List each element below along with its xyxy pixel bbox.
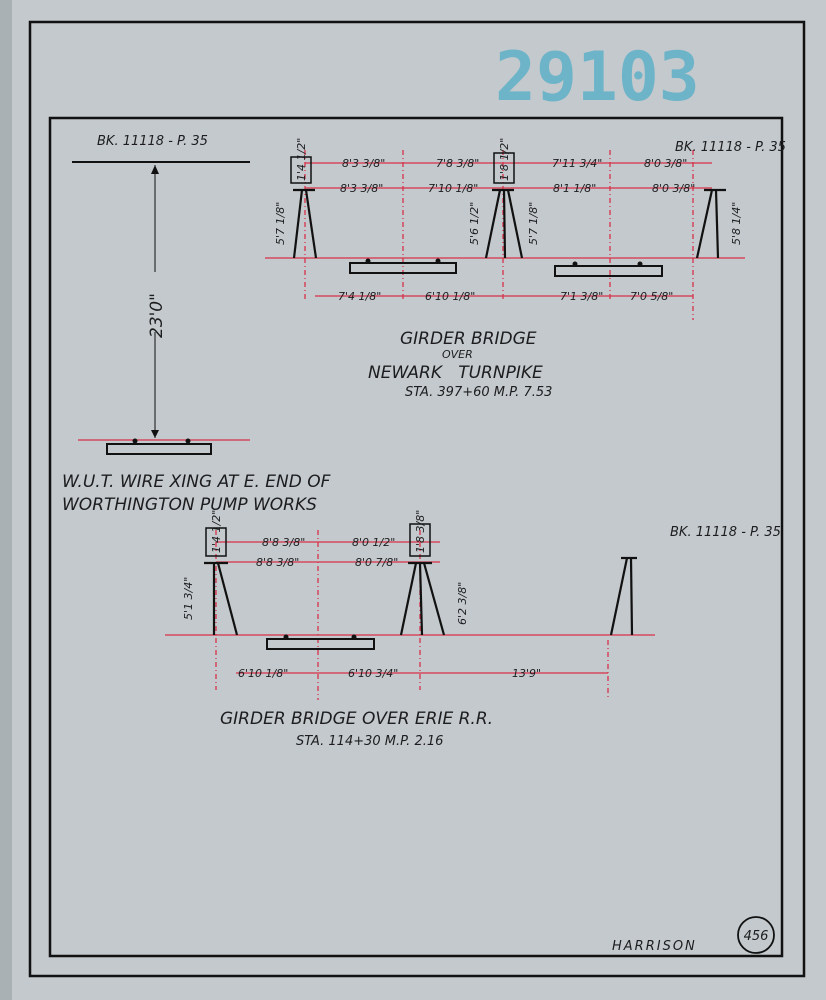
sheet-number: 456 — [743, 929, 769, 944]
signature: HARRISON — [612, 939, 697, 954]
newark-top2-d: 8'0 3/8" — [652, 182, 696, 195]
newark-top2-a: 8'3 3/8" — [340, 182, 384, 195]
erie-bottom-b: 6'10 3/4" — [348, 667, 399, 680]
erie-bottom-a: 6'10 1/8" — [238, 667, 289, 680]
newark-top1-d: 8'0 3/8" — [644, 157, 688, 170]
newark-top2-b: 7'10 1/8" — [428, 182, 479, 195]
wire-height: 23'0" — [147, 293, 167, 338]
newark-height-3: 5'7 1/8" — [527, 201, 540, 245]
newark-bottom-b: 6'10 1/8" — [425, 290, 476, 303]
ref-left: BK. 11118 - P. 35 — [97, 134, 208, 149]
wire-title-1: W.U.T. WIRE XING AT E. END OF — [62, 472, 331, 492]
newark-height-1: 5'7 1/8" — [274, 201, 287, 245]
newark-height-2: 5'6 1/2" — [468, 201, 481, 245]
newark-station: STA. 397+60 M.P. 7.53 — [405, 385, 553, 400]
erie-station: STA. 114+30 M.P. 2.16 — [296, 734, 444, 749]
newark-bottom-c: 7'1 3/8" — [560, 290, 604, 303]
newark-top1-b: 7'8 3/8" — [436, 157, 480, 170]
erie-top2-a: 8'8 3/8" — [256, 556, 300, 569]
erie-cap-2: 1'8 3/8" — [414, 509, 427, 553]
ref-top-right: BK. 11118 - P. 35 — [675, 140, 786, 155]
erie-height-1: 5'1 3/4" — [182, 576, 195, 620]
newark-bottom-d: 7'0 5/8" — [630, 290, 674, 303]
stamp-number: 29103 — [495, 38, 700, 117]
newark-cap-1: 1'4 1/2" — [295, 137, 308, 181]
newark-top1-a: 8'3 3/8" — [342, 157, 386, 170]
erie-top2-b: 8'0 7/8" — [355, 556, 399, 569]
newark-cap-2: 1'8 1/2" — [498, 137, 511, 181]
newark-title-3: NEWARK TURNPIKE — [368, 363, 543, 383]
erie-bottom-c: 13'9" — [512, 667, 542, 680]
erie-height-2: 6'2 3/8" — [456, 581, 469, 625]
wire-title-2: WORTHINGTON PUMP WORKS — [62, 495, 317, 515]
erie-title: GIRDER BRIDGE OVER ERIE R.R. — [220, 709, 494, 729]
newark-top2-c: 8'1 1/8" — [553, 182, 597, 195]
erie-top1-b: 8'0 1/2" — [352, 536, 396, 549]
erie-top1-a: 8'8 3/8" — [262, 536, 306, 549]
newark-title-2: OVER — [442, 348, 473, 361]
newark-bottom-a: 7'4 1/8" — [338, 290, 382, 303]
ref-mid-right: BK. 11118 - P. 35 — [670, 525, 781, 540]
newark-title-1: GIRDER BRIDGE — [400, 329, 537, 349]
newark-height-4: 5'8 1/4" — [730, 201, 743, 245]
erie-cap-1: 1'4 1/2" — [210, 509, 223, 553]
newark-top1-c: 7'11 3/4" — [552, 157, 603, 170]
